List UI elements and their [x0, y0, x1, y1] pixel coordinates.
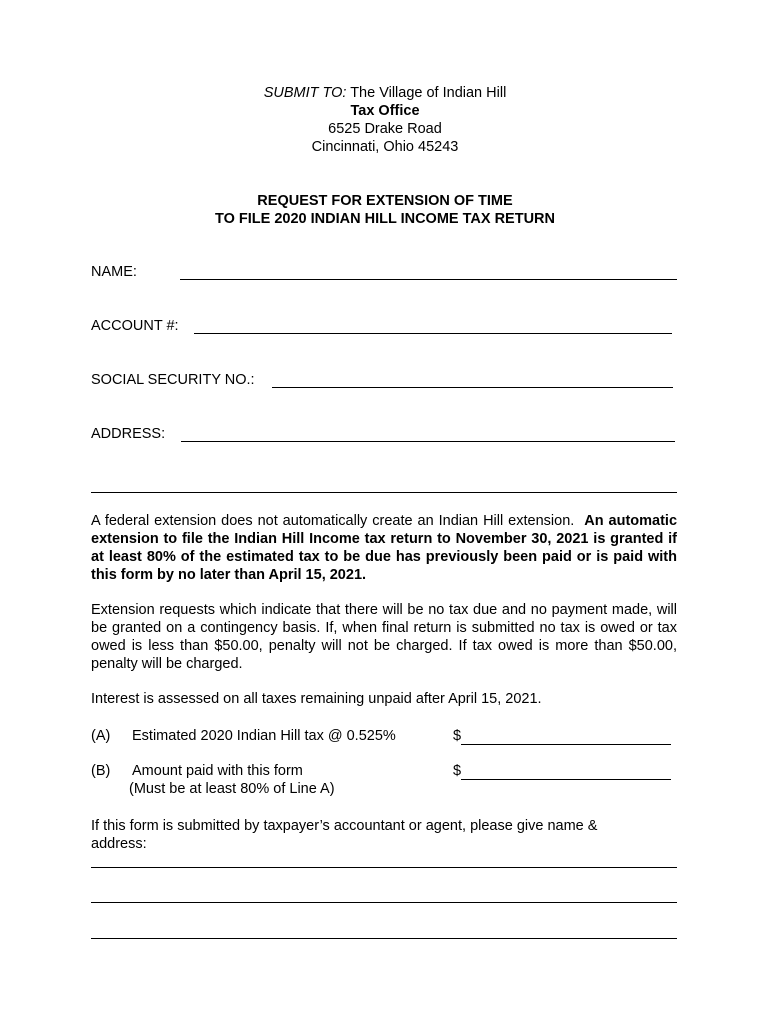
- line-a-description: Estimated 2020 Indian Hill tax @ 0.525%: [132, 728, 396, 744]
- form-title: [0, 192, 770, 228]
- office-name: Tax Office: [350, 103, 420, 119]
- recipient: The Village of Indian Hill: [350, 85, 507, 101]
- city-address: Cincinnati, Ohio 45243: [311, 139, 459, 155]
- account-field: [91, 314, 677, 334]
- address-input-line-2[interactable]: [91, 492, 677, 493]
- federal-extension-text: A federal extension does not automatically create an Indian Hill extension.: [91, 513, 575, 529]
- automatic-extension-text: An automatic extension to file the Indian Hill Income tax return to November 30, 2021 is granted if at least 80% of the estimated tax to be due has previously been paid or is paid with this form by no later than April 15, 2021.: [91, 513, 678, 583]
- line-b-note: (Must be at least 80% of Line A): [129, 781, 335, 797]
- line-a-row: [91, 727, 677, 745]
- line-b-row: [91, 762, 677, 780]
- name-field: [91, 260, 677, 280]
- line-b-currency: $: [453, 763, 462, 779]
- submit-to-label: SUBMIT TO:: [263, 85, 347, 101]
- submission-header: [0, 84, 770, 156]
- agent-paragraph: If this form is submitted by taxpayer’s accountant or agent, please give name & address:: [91, 818, 598, 852]
- name-label: NAME:: [91, 264, 137, 280]
- address-label: ADDRESS:: [91, 426, 166, 442]
- ssn-field: [91, 368, 677, 388]
- address-field: [91, 422, 677, 442]
- title-line-2: TO FILE 2020 INDIAN HILL INCOME TAX RETURN: [215, 211, 555, 227]
- line-a-currency: $: [453, 728, 462, 744]
- ssn-input-line[interactable]: [272, 373, 673, 388]
- interest-paragraph: Interest is assessed on all taxes remaining unpaid after April 15, 2021.: [91, 691, 542, 707]
- line-a-letter: (A): [91, 728, 111, 744]
- account-input-line[interactable]: [194, 319, 672, 334]
- line-a-amount-input[interactable]: [461, 730, 671, 745]
- line-b-amount: [453, 762, 671, 780]
- agent-input-line-3[interactable]: [91, 938, 677, 939]
- line-b-amount-input[interactable]: [461, 765, 671, 780]
- ssn-label: SOCIAL SECURITY NO.:: [91, 372, 255, 388]
- title-line-1: REQUEST FOR EXTENSION OF TIME: [257, 193, 513, 209]
- address-input-line[interactable]: [181, 427, 675, 442]
- submit-to-line: [0, 84, 770, 102]
- line-b-letter: (B): [91, 763, 111, 779]
- agent-input-line-2[interactable]: [91, 902, 677, 903]
- name-input-line[interactable]: [180, 265, 677, 280]
- line-b-description: Amount paid with this form: [132, 763, 303, 779]
- agent-input-line-1[interactable]: [91, 867, 677, 868]
- account-label: ACCOUNT #:: [91, 318, 179, 334]
- line-a-amount: [453, 727, 671, 745]
- street-address: 6525 Drake Road: [328, 121, 442, 137]
- contingency-paragraph: Extension requests which indicate that there will be no tax due and no payment made, will be granted on a contingency basis. If, when final return is submitted no tax is owed or tax owed is less than $50.00, penalty will not be charged. If tax owed is more than $50.00, penalty will be charged.: [91, 602, 677, 672]
- extension-notice-paragraph: [91, 512, 677, 584]
